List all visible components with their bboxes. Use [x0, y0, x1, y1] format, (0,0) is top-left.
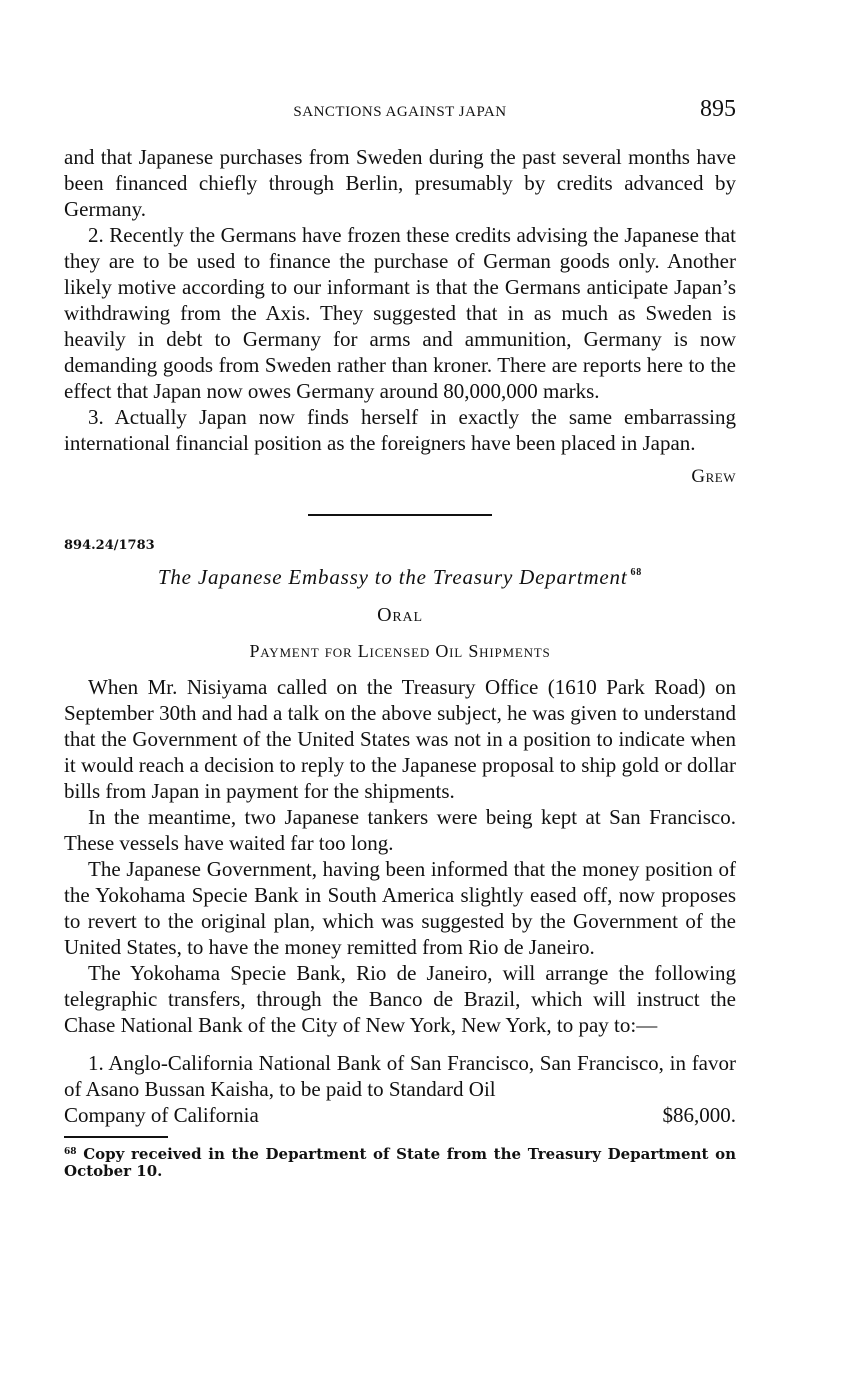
document-title-text: The Japanese Embassy to the Treasury Department: [157, 565, 628, 589]
transfer-item: [64, 1050, 736, 1128]
transfer-payee: Company of California: [64, 1103, 259, 1127]
footnote-reference: 68: [630, 567, 643, 578]
page-number: 895: [700, 96, 736, 122]
running-title: SANCTIONS AGAINST JAPAN: [293, 104, 507, 120]
paragraph: In the meantime, two Japanese tankers were being kept at San Francisco. These vessels have waited far too long.: [64, 805, 736, 855]
running-head: [64, 96, 736, 130]
paragraph: and that Japanese purchases from Sweden during the past several months have been financed chiefly through Berlin, presumably by credits advanced by Germany.: [64, 145, 736, 221]
transfer-text: 1. Anglo-California National Bank of San Francisco, San Francisco, in favor of Asano Bussan Kaisha, to be paid to Standard Oil: [64, 1051, 736, 1101]
footnote-number: 68: [64, 1147, 77, 1157]
paragraph: When Mr. Nisiyama called on the Treasury Office (1610 Park Road) on September 30th and had a talk on the above subject, he was given to understand that the Government of the United States was not in a position to indicate when it would reach a decision to reply to the Japanese proposal to ship gold or dollar bills from Japan in payment for the shipments.: [64, 675, 736, 803]
transfer-last-line: [64, 1102, 736, 1128]
document-title: [64, 565, 736, 590]
paragraph: 2. Recently the Germans have frozen these credits advising the Japanese that they are to be used to finance the purchase of German goods only. Another likely motive according to our informant is that the Germans anticipate Japan’s withdrawing from the Axis. They suggested that in as much as Sweden is heavily in debt to Germany for arms and ammunition, Germany is now demanding goods from Sweden rather than kroner. There are reports here to the effect that Japan now owes Germany around 80,000,000 marks.: [64, 223, 736, 403]
footnote: [64, 1144, 736, 1180]
document-body: [64, 674, 736, 1128]
paragraph: The Yokohama Specie Bank, Rio de Janeiro, will arrange the following telegraphic transfers, through the Banco de Brazil, which will instruct the Chase National Bank of the City of New York, New York, to pay to:—: [64, 961, 736, 1037]
paragraph: The Japanese Government, having been informed that the money position of the Yokohama Specie Bank in South America slightly eased off, now proposes to revert to the original plan, which was suggested by the Government of the United States, to have the money remitted from Rio de Janeiro.: [64, 857, 736, 959]
footnote-text: Copy received in the Department of State from the Treasury Department on October 10.: [64, 1145, 736, 1180]
footnote-rule: [64, 1136, 168, 1138]
transfer-amount: $86,000.: [662, 1103, 736, 1127]
previous-document: [64, 144, 736, 492]
document-subject: Payment for Licensed Oil Shipments: [249, 641, 551, 661]
document-page: [64, 96, 736, 1180]
file-number: 894.24/1783: [64, 538, 155, 553]
document-separator: [308, 514, 492, 516]
signature: Grew: [691, 466, 736, 487]
paragraph: 3. Actually Japan now finds herself in exactly the same embarrassing international financial position as the foreigners have been placed in Japan.: [64, 405, 736, 455]
document-kind: Oral: [377, 604, 423, 626]
